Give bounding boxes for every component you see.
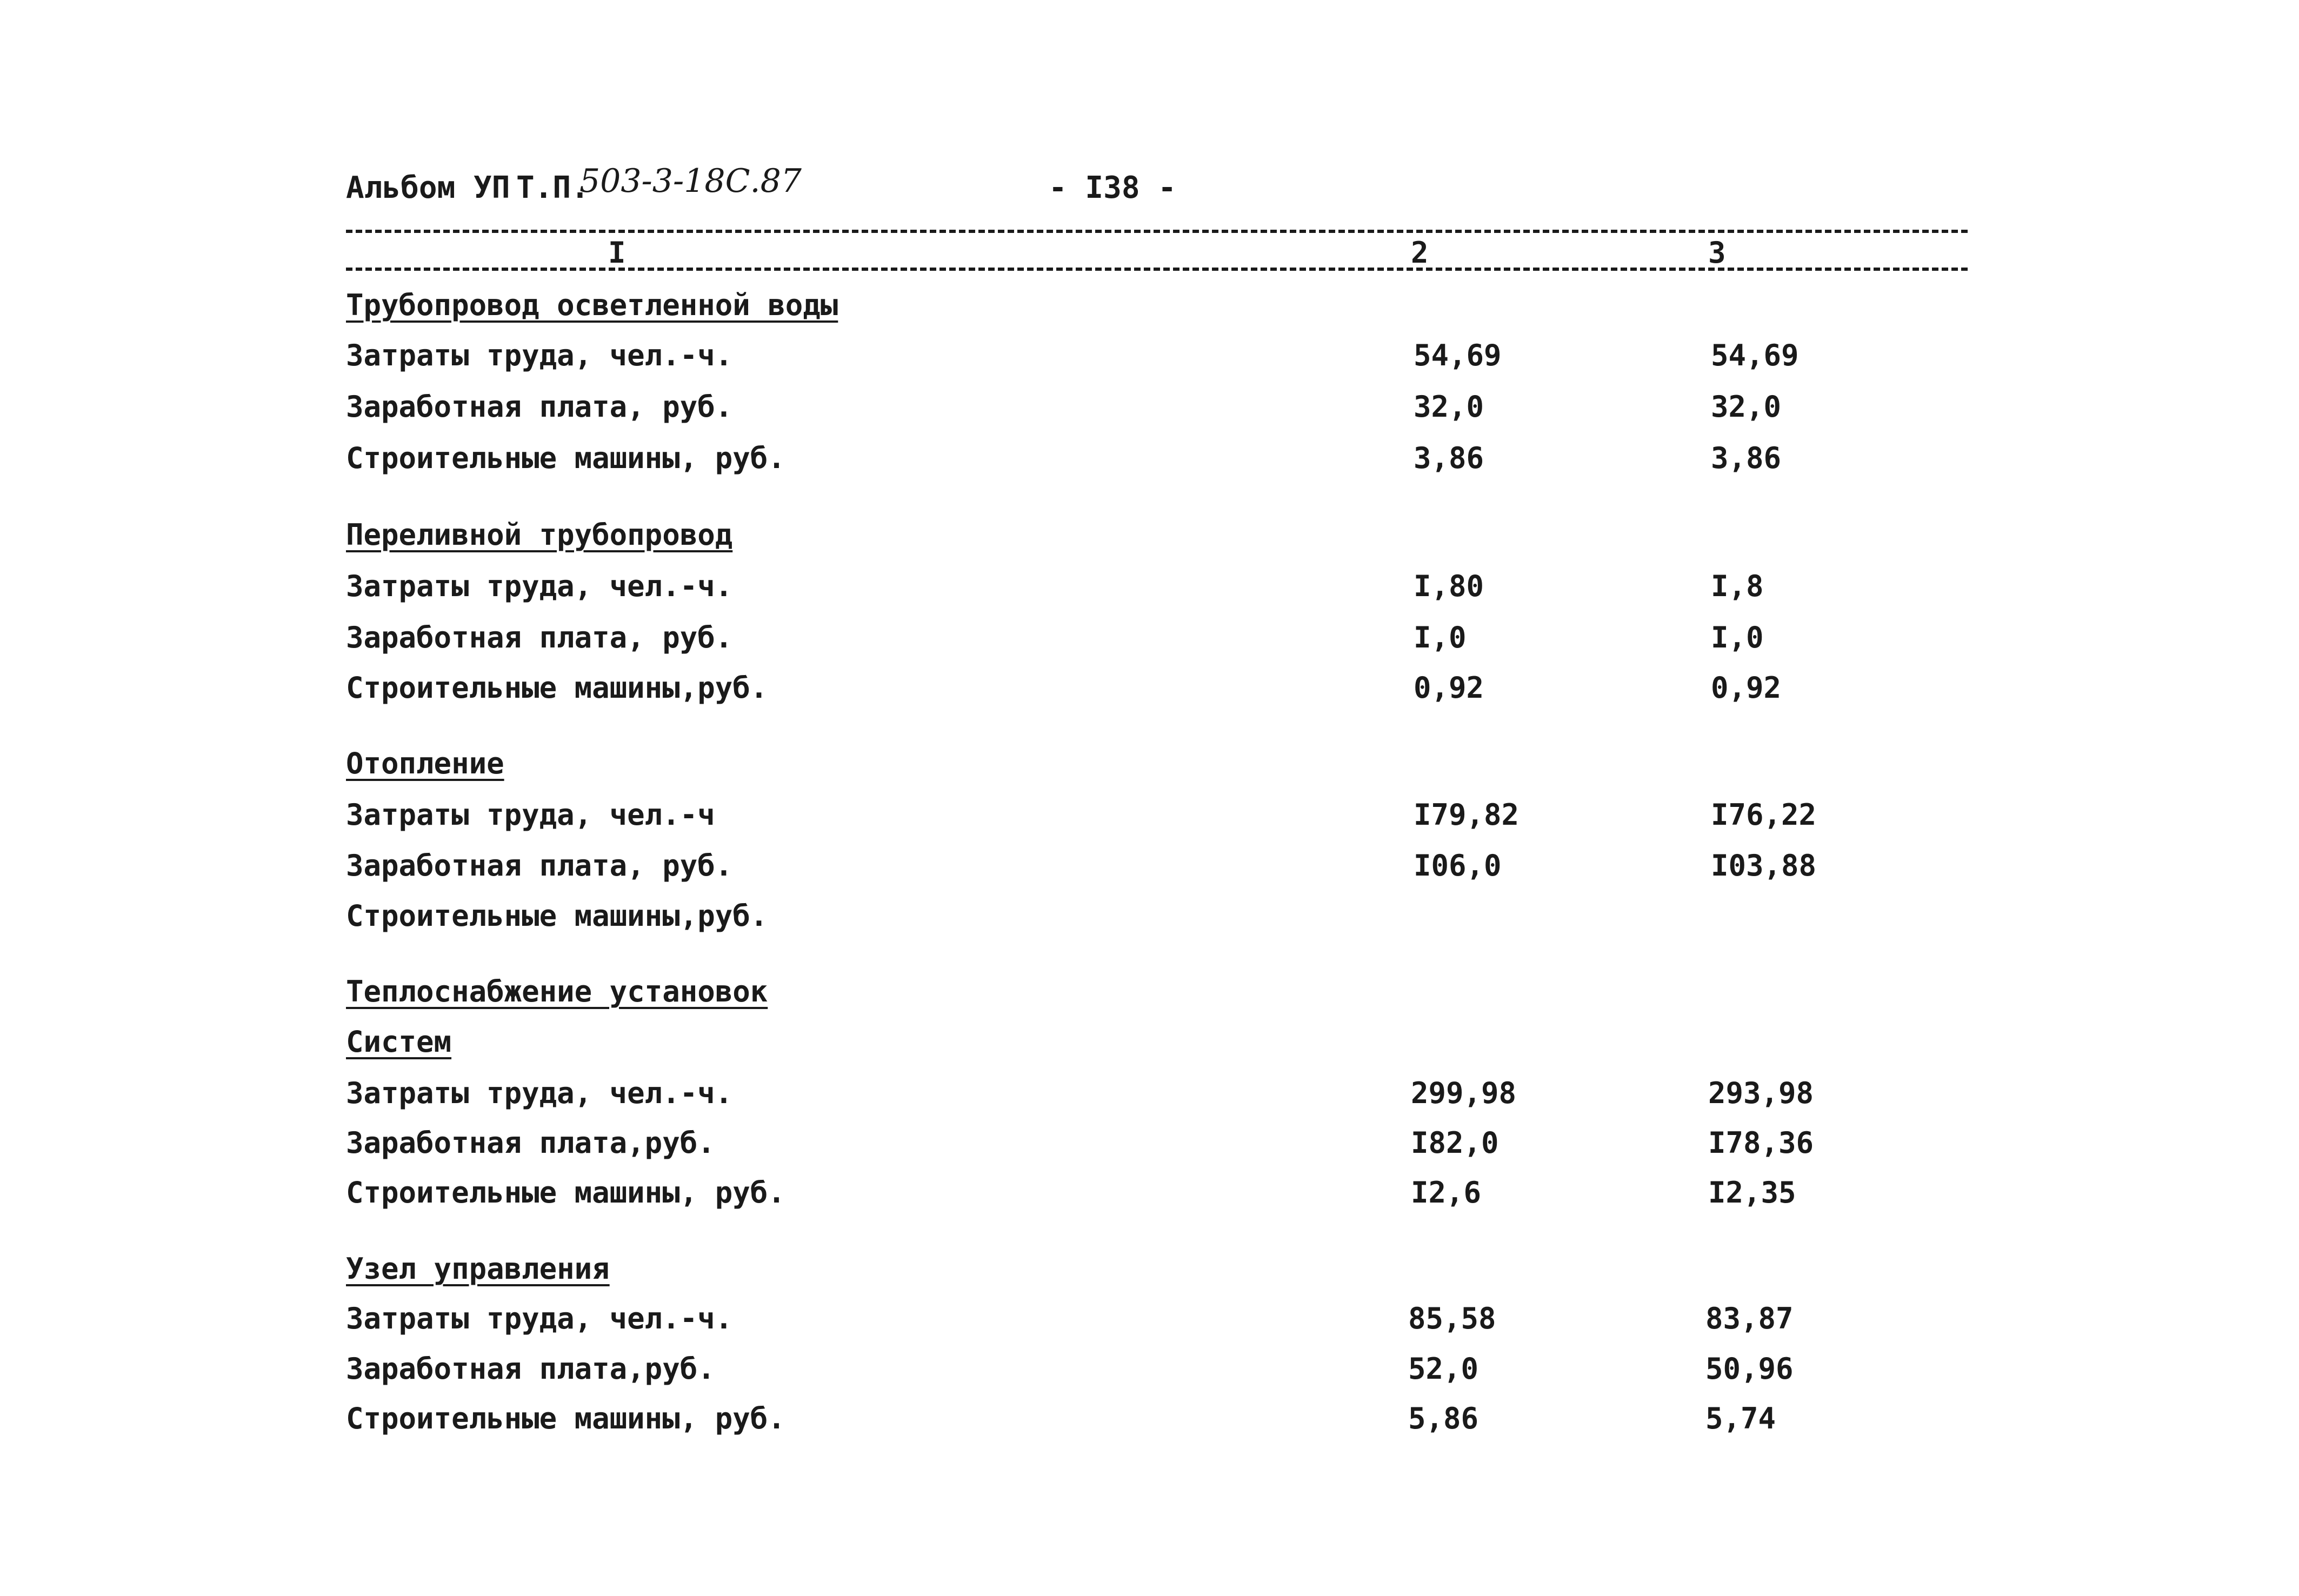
row-label: Заработная плата,руб. [346,1352,715,1386]
page-number: - I38 - [1049,170,1177,205]
section-subtitle: Систем [346,1025,452,1059]
column-header-1: I [608,236,626,270]
row-value-col2: I82,0 [1411,1126,1499,1160]
row-value-col2: 299,98 [1411,1076,1517,1110]
column-header-2: 2 [1411,236,1429,270]
row-value-col3: I2,35 [1708,1176,1796,1210]
row-value-col2: 5,86 [1408,1401,1479,1435]
row-label: Строительные машины,руб. [346,899,768,933]
row-label: Заработная плата, руб. [346,390,733,424]
tp-handwritten-number: 503-3-18С.87 [579,162,802,200]
row-label: Затраты труда, чел.-ч [346,798,715,832]
row-value-col3: 0,92 [1711,671,1782,705]
row-label: Заработная плата, руб. [346,620,733,655]
section-title: Переливной трубопровод [346,518,733,552]
row-value-col3: 3,86 [1711,441,1782,475]
row-value-col3: I78,36 [1708,1126,1814,1160]
section-title: Отопление [346,746,504,780]
row-value-col3: I,8 [1711,569,1764,603]
row-label: Затраты труда, чел.-ч. [346,1301,733,1335]
row-value-col3: 83,87 [1705,1301,1794,1335]
section-title: Узел управления [346,1252,610,1286]
column-header-3: 3 [1708,236,1726,270]
row-label: Затраты труда, чел.-ч. [346,338,733,372]
row-value-col2: I,0 [1414,620,1467,655]
row-value-col3: 293,98 [1708,1076,1814,1110]
row-label: Заработная плата, руб. [346,849,733,883]
table-header-rule [346,268,1968,271]
row-value-col3: 50,96 [1705,1352,1794,1386]
row-value-col2: I,80 [1414,569,1484,603]
section-title: Трубопровод осветленной воды [346,288,838,322]
row-label: Строительные машины,руб. [346,671,768,705]
album-label: Альбом УП [346,170,510,205]
row-label: Заработная плата,руб. [346,1126,715,1160]
row-value-col2: I79,82 [1414,798,1520,832]
row-value-col2: 3,86 [1414,441,1484,475]
row-value-col3: I03,88 [1711,849,1817,883]
row-value-col2: I2,6 [1411,1176,1482,1210]
row-value-col2: 0,92 [1414,671,1484,705]
row-label: Затраты труда, чел.-ч. [346,1076,733,1110]
row-label: Строительные машины, руб. [346,441,785,475]
row-label: Строительные машины, руб. [346,1401,785,1435]
table-top-rule [346,230,1968,233]
row-value-col3: 5,74 [1705,1401,1776,1435]
row-value-col2: 85,58 [1408,1301,1496,1335]
row-label: Затраты труда, чел.-ч. [346,569,733,603]
row-value-col2: 32,0 [1414,390,1484,424]
row-value-col3: I,0 [1711,620,1764,655]
row-value-col3: 32,0 [1711,390,1782,424]
row-label: Строительные машины, руб. [346,1176,785,1210]
row-value-col2: 52,0 [1408,1352,1479,1386]
row-value-col3: 54,69 [1711,338,1799,372]
row-value-col3: I76,22 [1711,798,1817,832]
section-title: Теплоснабжение установок [346,974,768,1009]
tp-prefix: Т.П. [516,170,589,205]
row-value-col2: I06,0 [1414,849,1502,883]
row-value-col2: 54,69 [1414,338,1502,372]
